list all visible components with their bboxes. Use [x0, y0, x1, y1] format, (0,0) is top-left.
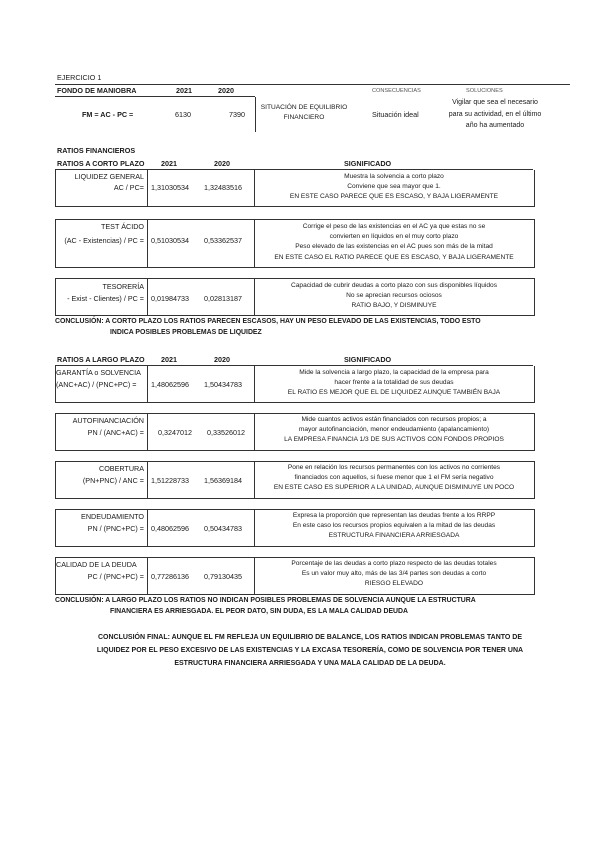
ratio-formula-endeudamiento: PN / (PNC+PC) =: [87, 524, 144, 533]
ratio-value-2021-test-acido: 0,51030534: [151, 236, 189, 245]
ratio-formula-calidad-deuda: PC / (PNC+PC) =: [87, 572, 144, 581]
meaning-line: Expresa la proporción que representan las deudas frente a los RRPP: [292, 512, 496, 519]
long-term-year-2020: 2020: [214, 355, 230, 364]
ratio-formula-test-acido: (AC - Existencias) / PC =: [64, 236, 144, 245]
ratio-meaning-tesoreria: [255, 281, 533, 312]
ratio-name-calidad-deuda: CALIDAD DE LA DEUDA: [56, 560, 137, 569]
long-term-meaning: SIGNIFICADO: [344, 355, 392, 364]
fm-value-2021: 6130: [175, 110, 191, 119]
ratio-value-2020-cobertura: 1,56369184: [204, 476, 242, 485]
meaning-line: Muestra la solvencia a corto plazo: [344, 173, 444, 180]
fm-situation: [256, 103, 352, 123]
ratio-formula-autofinanciacion: PN / (ANC+AC) =: [87, 428, 144, 437]
ratio-name-tesoreria: TESORERÍA: [102, 282, 144, 291]
ratio-name-liquidez: LIQUIDEZ GENERAL: [74, 172, 144, 181]
meaning-line: EN ESTE CASO PARECE QUE ES ESCASO, Y BAJA LIGERAMENTE: [289, 193, 499, 201]
ratio-value-2020-tesoreria: 0,02813187: [204, 294, 242, 303]
meaning-line: Peso elevado de las existencias en el AC pues son más de la mitad: [295, 243, 493, 251]
short-term-year-2021: 2021: [161, 159, 177, 168]
meaning-line: RIESGO ELEVADO: [364, 580, 424, 588]
ratio-value-2021-autofinanciacion: 0,3247012: [158, 428, 192, 437]
long-term-conclusion-1: CONCLUSIÓN: A LARGO PLAZO LOS RATIOS NO INDICAN POSIBLES PROBLEMAS DE SOLVENCIA AUNQUE LA ESTRUCTURA: [55, 597, 476, 604]
long-term-conclusion-2: FINANCIERA ES ARRIESGADA. EL PEOR DATO, SIN DUDA, ES LA MALA CALIDAD DEUDA: [110, 608, 408, 615]
ratio-meaning-test-acido: [255, 222, 533, 263]
ratio-meaning-endeudamiento: [255, 511, 533, 542]
ratio-value-2020-endeudamiento: 0,50434783: [204, 524, 242, 533]
meaning-line: financiados con aquellos, si fuese menor que 1 el FM sería negativo: [294, 474, 494, 482]
ratio-value-2020-liquidez: 1,32483516: [204, 183, 242, 192]
ratio-value-2021-garantia: 1,48062596: [151, 380, 189, 389]
fm-situation-line-1: SITUACIÓN DE EQUILIBRIO: [260, 104, 348, 111]
fm-situation-line-2: FINANCIERO: [283, 114, 325, 122]
meaning-line: Porcentaje de las deudas a corto plazo respecto de las deudas totales: [291, 560, 497, 567]
final-conclusion-line-1: CONCLUSIÓN FINAL: AUNQUE EL FM REFLEJA UN EQUILIBRIO DE BALANCE, LOS RATIOS INDICAN PROBLEMAS TANTO DE: [97, 634, 523, 641]
meaning-line: ESTRUCTURA FINANCIERA ARRIESGADA: [328, 532, 460, 540]
ratio-meaning-cobertura: [255, 463, 533, 494]
meaning-line: convierten en líquidos en el muy corto plazo: [329, 233, 459, 241]
ratio-value-2021-cobertura: 1,51228733: [151, 476, 189, 485]
short-term-conclusion-2: INDICA POSIBLES PROBLEMAS DE LIQUIDEZ: [110, 329, 262, 336]
meaning-line: EL RATIO ES MEJOR QUE EL DE LIQUIDEZ AUNQUE TAMBIÉN BAJA: [287, 389, 501, 397]
fm-consequence: Situación ideal: [372, 110, 419, 119]
fm-col-solutions: SOLUCIONES: [466, 88, 503, 94]
short-term-title-1: RATIOS FINANCIEROS: [57, 146, 136, 155]
ratio-name-cobertura: COBERTURA: [99, 464, 144, 473]
fm-solutions: [420, 97, 570, 132]
fm-year-2021: 2021: [176, 86, 192, 95]
ratio-value-2021-liquidez: 1,31030534: [151, 183, 189, 192]
exercise-label: EJERCICIO 1: [57, 73, 102, 82]
ratio-value-2020-calidad-deuda: 0,79130435: [204, 572, 242, 581]
meaning-line: EN ESTE CASO EL RATIO PARECE QUE ES ESCASO, Y BAJA LIGERAMENTE: [274, 253, 514, 261]
fm-header: FONDO DE MANIOBRA: [57, 86, 137, 95]
ratio-meaning-calidad-deuda: [255, 559, 533, 590]
ratio-formula-liquidez: AC / PC=: [113, 183, 144, 192]
meaning-line: hacer frente a la totalidad de sus deudas: [334, 379, 454, 387]
fm-value-2020: 7390: [229, 110, 245, 119]
ratio-formula-cobertura: (PN+PNC) / ANC =: [82, 476, 144, 485]
final-conclusion: [40, 631, 580, 670]
meaning-line: mayor autofinanciación, menor endeudamiento (apalancamiento): [298, 426, 490, 434]
ratio-value-2021-endeudamiento: 0,48062596: [151, 524, 189, 533]
meaning-line: EN ESTE CASO ES SUPERIOR A LA UNIDAD, AUNQUE DISMINUYE UN POCO: [273, 484, 515, 492]
meaning-line: Mide la solvencia a largo plazo, la capacidad de la empresa para: [299, 369, 489, 376]
meaning-line: Es un valor muy alto, más de las 3/4 partes son deudas a corto: [301, 570, 487, 578]
ratio-name-test-acido: TEST ÁCIDO: [101, 222, 144, 231]
fm-formula: FM = AC - PC =: [82, 110, 134, 119]
ratio-name-endeudamiento: ENDEUDAMIENTO: [81, 512, 144, 521]
short-term-meaning: SIGNIFICADO: [344, 159, 392, 168]
ratio-value-2020-garantia: 1,50434783: [204, 380, 242, 389]
fm-solution-line-1: Vigilar que sea el necesario: [452, 99, 538, 106]
long-term-title: RATIOS A LARGO PLAZO: [57, 355, 145, 364]
fm-col-consequences: CONSECUENCIAS: [372, 88, 421, 94]
meaning-line: RATIO BAJO, Y DISMINUYE: [351, 302, 437, 310]
ratio-meaning-garantia: [255, 368, 533, 399]
meaning-line: Mide cuantos activos están financiados con recursos propios; a: [301, 416, 487, 423]
meaning-line: Corrige el peso de las existencias en el AC ya que estas no se: [302, 223, 486, 230]
ratio-formula-garantia: (ANC+AC) / (PNC+PC) =: [56, 380, 137, 389]
ratio-value-2021-calidad-deuda: 0,77286136: [151, 572, 189, 581]
long-term-year-2021: 2021: [161, 355, 177, 364]
ratio-value-2020-autofinanciacion: 0,33526012: [207, 428, 245, 437]
meaning-line: No se aprecian recursos ociosos: [346, 292, 442, 300]
ratio-meaning-liquidez: [255, 172, 533, 203]
meaning-line: Conviene que sea mayor que 1.: [347, 183, 441, 191]
final-conclusion-line-3: ESTRUCTURA FINANCIERA ARRIESGADA Y UNA MALA CALIDAD DE LA DEUDA.: [174, 660, 446, 667]
short-term-title-2: RATIOS A CORTO PLAZO: [57, 159, 145, 168]
meaning-line: Capacidad de cubrir deudas a corto plazo con sus disponibles líquidos: [291, 282, 497, 289]
ratio-meaning-autofinanciacion: [255, 415, 533, 446]
meaning-line: LA EMPRESA FINANCIA 1/3 DE SUS ACTIVOS CON FONDOS PROPIOS: [284, 436, 504, 444]
ratio-value-2020-test-acido: 0,53362537: [204, 236, 242, 245]
ratio-name-garantia: GARANTÍA o SOLVENCIA: [56, 368, 141, 377]
ratio-formula-tesoreria: - Exist - Clientes) / PC =: [67, 294, 144, 303]
meaning-line: En este caso los recursos propios equivalen a la mitad de las deudas: [292, 522, 496, 530]
meaning-line: Pone en relación los recursos permanentes con los activos no corrientes: [287, 464, 501, 471]
short-term-year-2020: 2020: [214, 159, 230, 168]
final-conclusion-line-2: LIQUIDEZ POR EL PESO EXCESIVO DE LAS EXISTENCIAS Y LA EXCASA TESORERÍA, COMO DE SOLVENCIA POR TENER UNA: [96, 647, 524, 654]
short-term-conclusion-1: CONCLUSIÓN: A CORTO PLAZO LOS RATIOS PARECEN ESCASOS, HAY UN PESO ELEVADO DE LAS EXISTENCIAS, TODO ESTO: [55, 318, 481, 325]
fm-solution-line-2: para su actividad, en el último: [448, 110, 542, 118]
fm-year-2020: 2020: [218, 86, 234, 95]
fm-solution-line-3: año ha aumentado: [465, 122, 525, 130]
ratio-name-autofinanciacion: AUTOFINANCIACIÓN: [72, 416, 144, 425]
ratio-value-2021-tesoreria: 0,01984733: [151, 294, 189, 303]
